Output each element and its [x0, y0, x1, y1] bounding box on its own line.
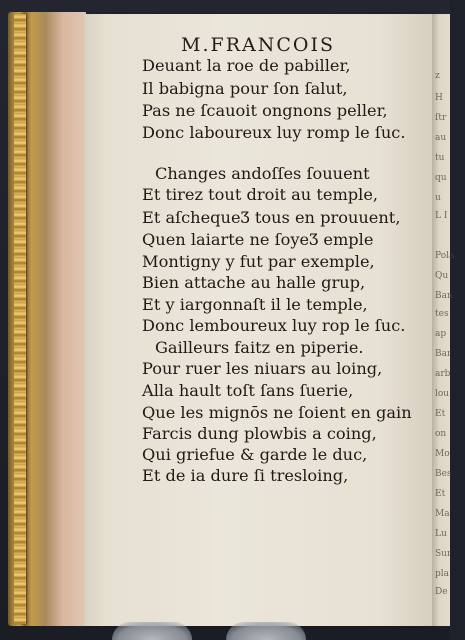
- verse-line: Il babigna pour ſon ſalut,: [142, 79, 348, 98]
- facing-fragment: Et: [435, 489, 446, 499]
- verse-line: Bien attache au halle grup,: [142, 273, 366, 292]
- facing-fragment: Ban: [435, 291, 453, 301]
- verse-line: Changes andoſſes ſouuent: [155, 164, 370, 183]
- facing-fragment: u: [435, 193, 441, 203]
- gilt-spine-edge: [14, 14, 26, 624]
- facing-fragment: ap: [435, 329, 447, 339]
- verse-line: Pour ruer les niuars au loing,: [142, 359, 383, 378]
- verse-line: Montigny y fut par exemple,: [142, 252, 375, 271]
- facing-fragment: pla: [435, 569, 450, 579]
- facing-page-edge: [432, 14, 455, 626]
- facing-fragment: Sur: [435, 549, 452, 559]
- facing-fragment: qu: [435, 173, 447, 183]
- verse-line: Alla hault toſt ſans ſuerie,: [142, 381, 354, 400]
- verse-line: Gailleurs faitz en piperie.: [155, 338, 364, 357]
- facing-fragment: Et: [435, 409, 446, 419]
- verse-line: Et y iargonnaſt il le temple,: [142, 295, 368, 314]
- page-clip-right: [226, 622, 306, 640]
- facing-fragment: Pola: [435, 251, 455, 261]
- verse-line: Et de ia dure ſi tresloing,: [142, 466, 349, 485]
- verse-line: Farcis dung plowbis a coing,: [142, 424, 377, 443]
- facing-fragment: Lu: [435, 529, 447, 539]
- page-clip-left: [112, 622, 192, 640]
- facing-fragment: Qu: [435, 271, 449, 281]
- facing-fragment: z: [435, 71, 440, 81]
- verse-line: Deuant la roe de pabiller,: [142, 56, 351, 75]
- facing-fragment: Bar: [435, 349, 452, 359]
- verse-line: Qui griefue & garde le duc,: [142, 445, 368, 464]
- facing-fragment: tes: [435, 309, 449, 319]
- facing-fragment: tu: [435, 153, 445, 163]
- facing-fragment: L I: [435, 211, 448, 221]
- verse-line: Et tirez tout droit au temple,: [142, 185, 379, 204]
- facing-fragment: au: [435, 133, 447, 143]
- facing-fragment: ſtr: [435, 113, 447, 123]
- facing-fragment: arb: [435, 369, 451, 379]
- verse-line: Pas ne ſcauoit ongnons peller,: [142, 101, 388, 120]
- facing-fragment: Bes: [435, 469, 452, 479]
- verse-line: Donc lemboureux luy rop le ſuc.: [142, 316, 406, 335]
- running-header: M.FRANCOIS: [181, 34, 335, 56]
- verse-line: Donc laboureux luy romp le ſuc.: [142, 123, 406, 142]
- facing-fragment: on: [435, 429, 447, 439]
- verse-line: Quen laiarte ne ſoyeƷ emple: [142, 230, 374, 249]
- verse-line: Que les mignōs ne ſoient en gain: [142, 403, 412, 422]
- facing-fragment: De: [435, 587, 448, 597]
- verse-line: Et aſchequeƷ tous en prouuent,: [142, 208, 401, 227]
- facing-fragment: H: [435, 93, 443, 103]
- facing-fragment: Ma: [435, 509, 450, 519]
- facing-fragment: lou: [435, 389, 450, 399]
- facing-fragment: Mo: [435, 449, 450, 459]
